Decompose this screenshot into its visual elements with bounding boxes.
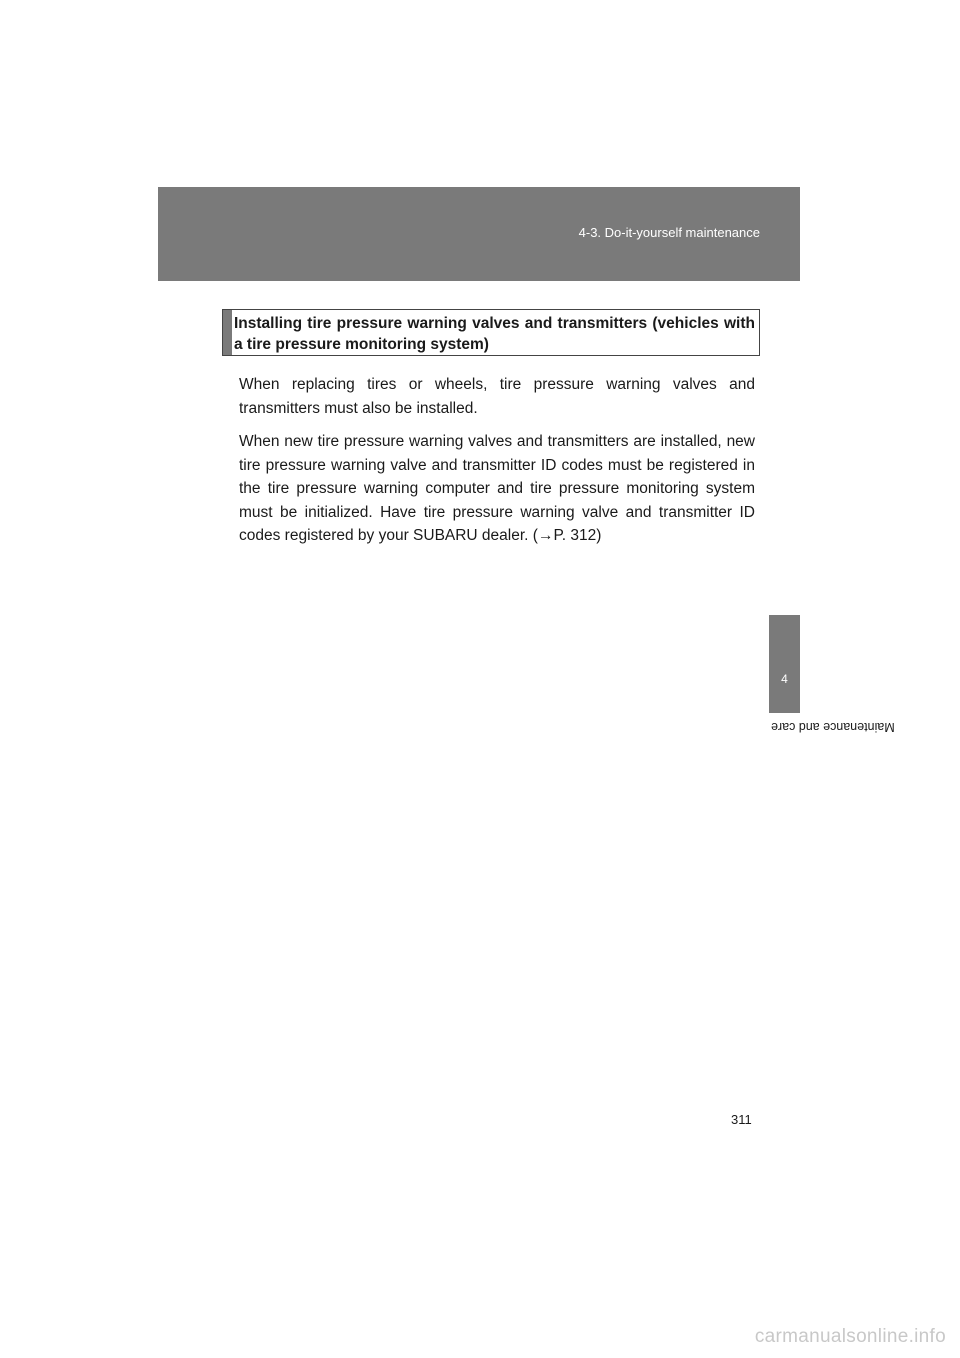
section-label: 4-3. Do-it-yourself maintenance (578, 225, 760, 240)
chapter-title (769, 720, 895, 870)
watermark: carmanualsonline.info (754, 1326, 946, 1347)
chapter-number: 4 (781, 672, 788, 686)
heading-accent-bar (223, 310, 232, 355)
section-heading: Installing tire pressure warning valves and transmitters (vehicles with a tire pressure monitoring system) (234, 315, 755, 353)
paragraph-2: When new tire pressure warning valves and transmitters are installed, new tire pressure warning valve and transmitter ID codes must be registered in the tire pressure warning computer and tire pressure monitoring system must be initialized. Have tire pressure warning valve and transmitter ID codes registered by your SUBARU dealer. (→P. 312) (239, 433, 755, 544)
paragraph-1: When replacing tires or wheels, tire pressure warning valves and transmitters must also be installed. (239, 376, 755, 417)
body-text (239, 373, 755, 558)
chapter-tab (769, 615, 800, 713)
section-heading-box (222, 309, 760, 356)
page-number: 311 (731, 1112, 752, 1127)
chapter-title-text: Maintenance and care (771, 720, 895, 734)
header-band (158, 187, 800, 281)
